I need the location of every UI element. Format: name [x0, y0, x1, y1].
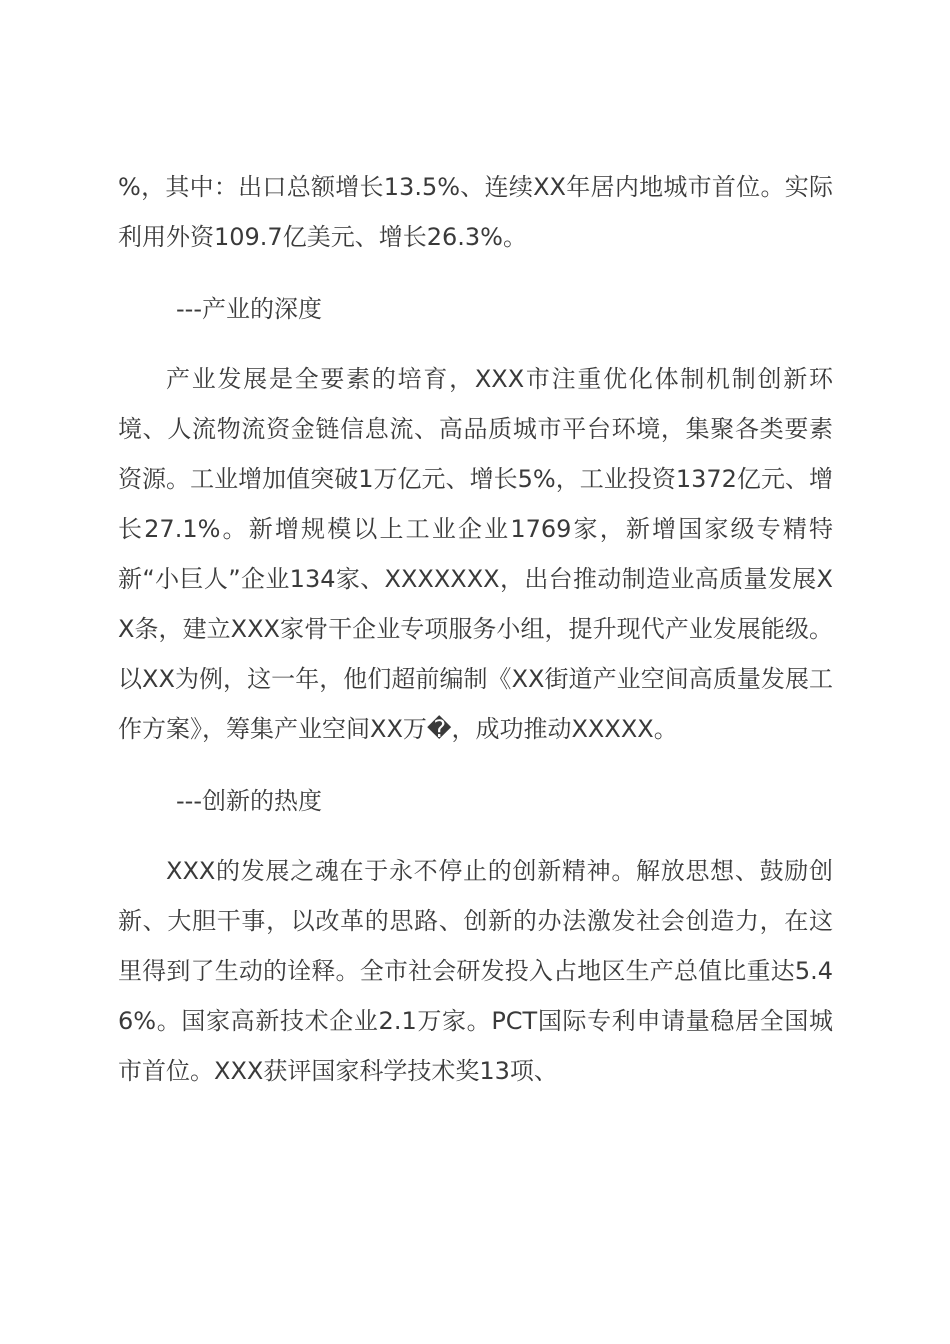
- paragraph-industry: 产业发展是全要素的培育，XXX市注重优化体制机制创新环境、人流物流资金链信息流、高品质城市平台环境，集聚各类要素资源。工业增加值突破1万亿元、增长5%，工业投资1372亿元、增长27.1%。新增规模以上工业企业1769家，新增国家级专精特新“小巨人”企业134家、XXXXXXX，出台推动制造业高质量发展XX条，建立XXX家骨干企业专项服务小组，提升现代产业发展能级。以XX为例，这一年，他们超前编制《XX街道产业空间高质量发展工作方案》，筹集产业空间XX万�，成功推动XXXXX。: [118, 365, 833, 743]
- section-heading-innovation-heat: ---创新的热度: [176, 787, 322, 815]
- paragraph-trade: %，其中：出口总额增长13.5%、连续XX年居内地城市首位。实际利用外资109.7亿美元、增长26.3%。: [118, 173, 833, 251]
- document-body: [118, 162, 833, 1096]
- section-heading-industry-depth: ---产业的深度: [176, 295, 322, 323]
- paragraph-innovation: XXX的发展之魂在于永不停止的创新精神。解放思想、鼓励创新、大胆干事，以改革的思路、创新的办法激发社会创造力，在这里得到了生动的诠释。全市社会研发投入占地区生产总值比重达5.46%。国家高新技术企业2.1万家。PCT国际专利申请量稳居全国城市首位。XXX获评国家科学技术奖13项、: [118, 857, 833, 1085]
